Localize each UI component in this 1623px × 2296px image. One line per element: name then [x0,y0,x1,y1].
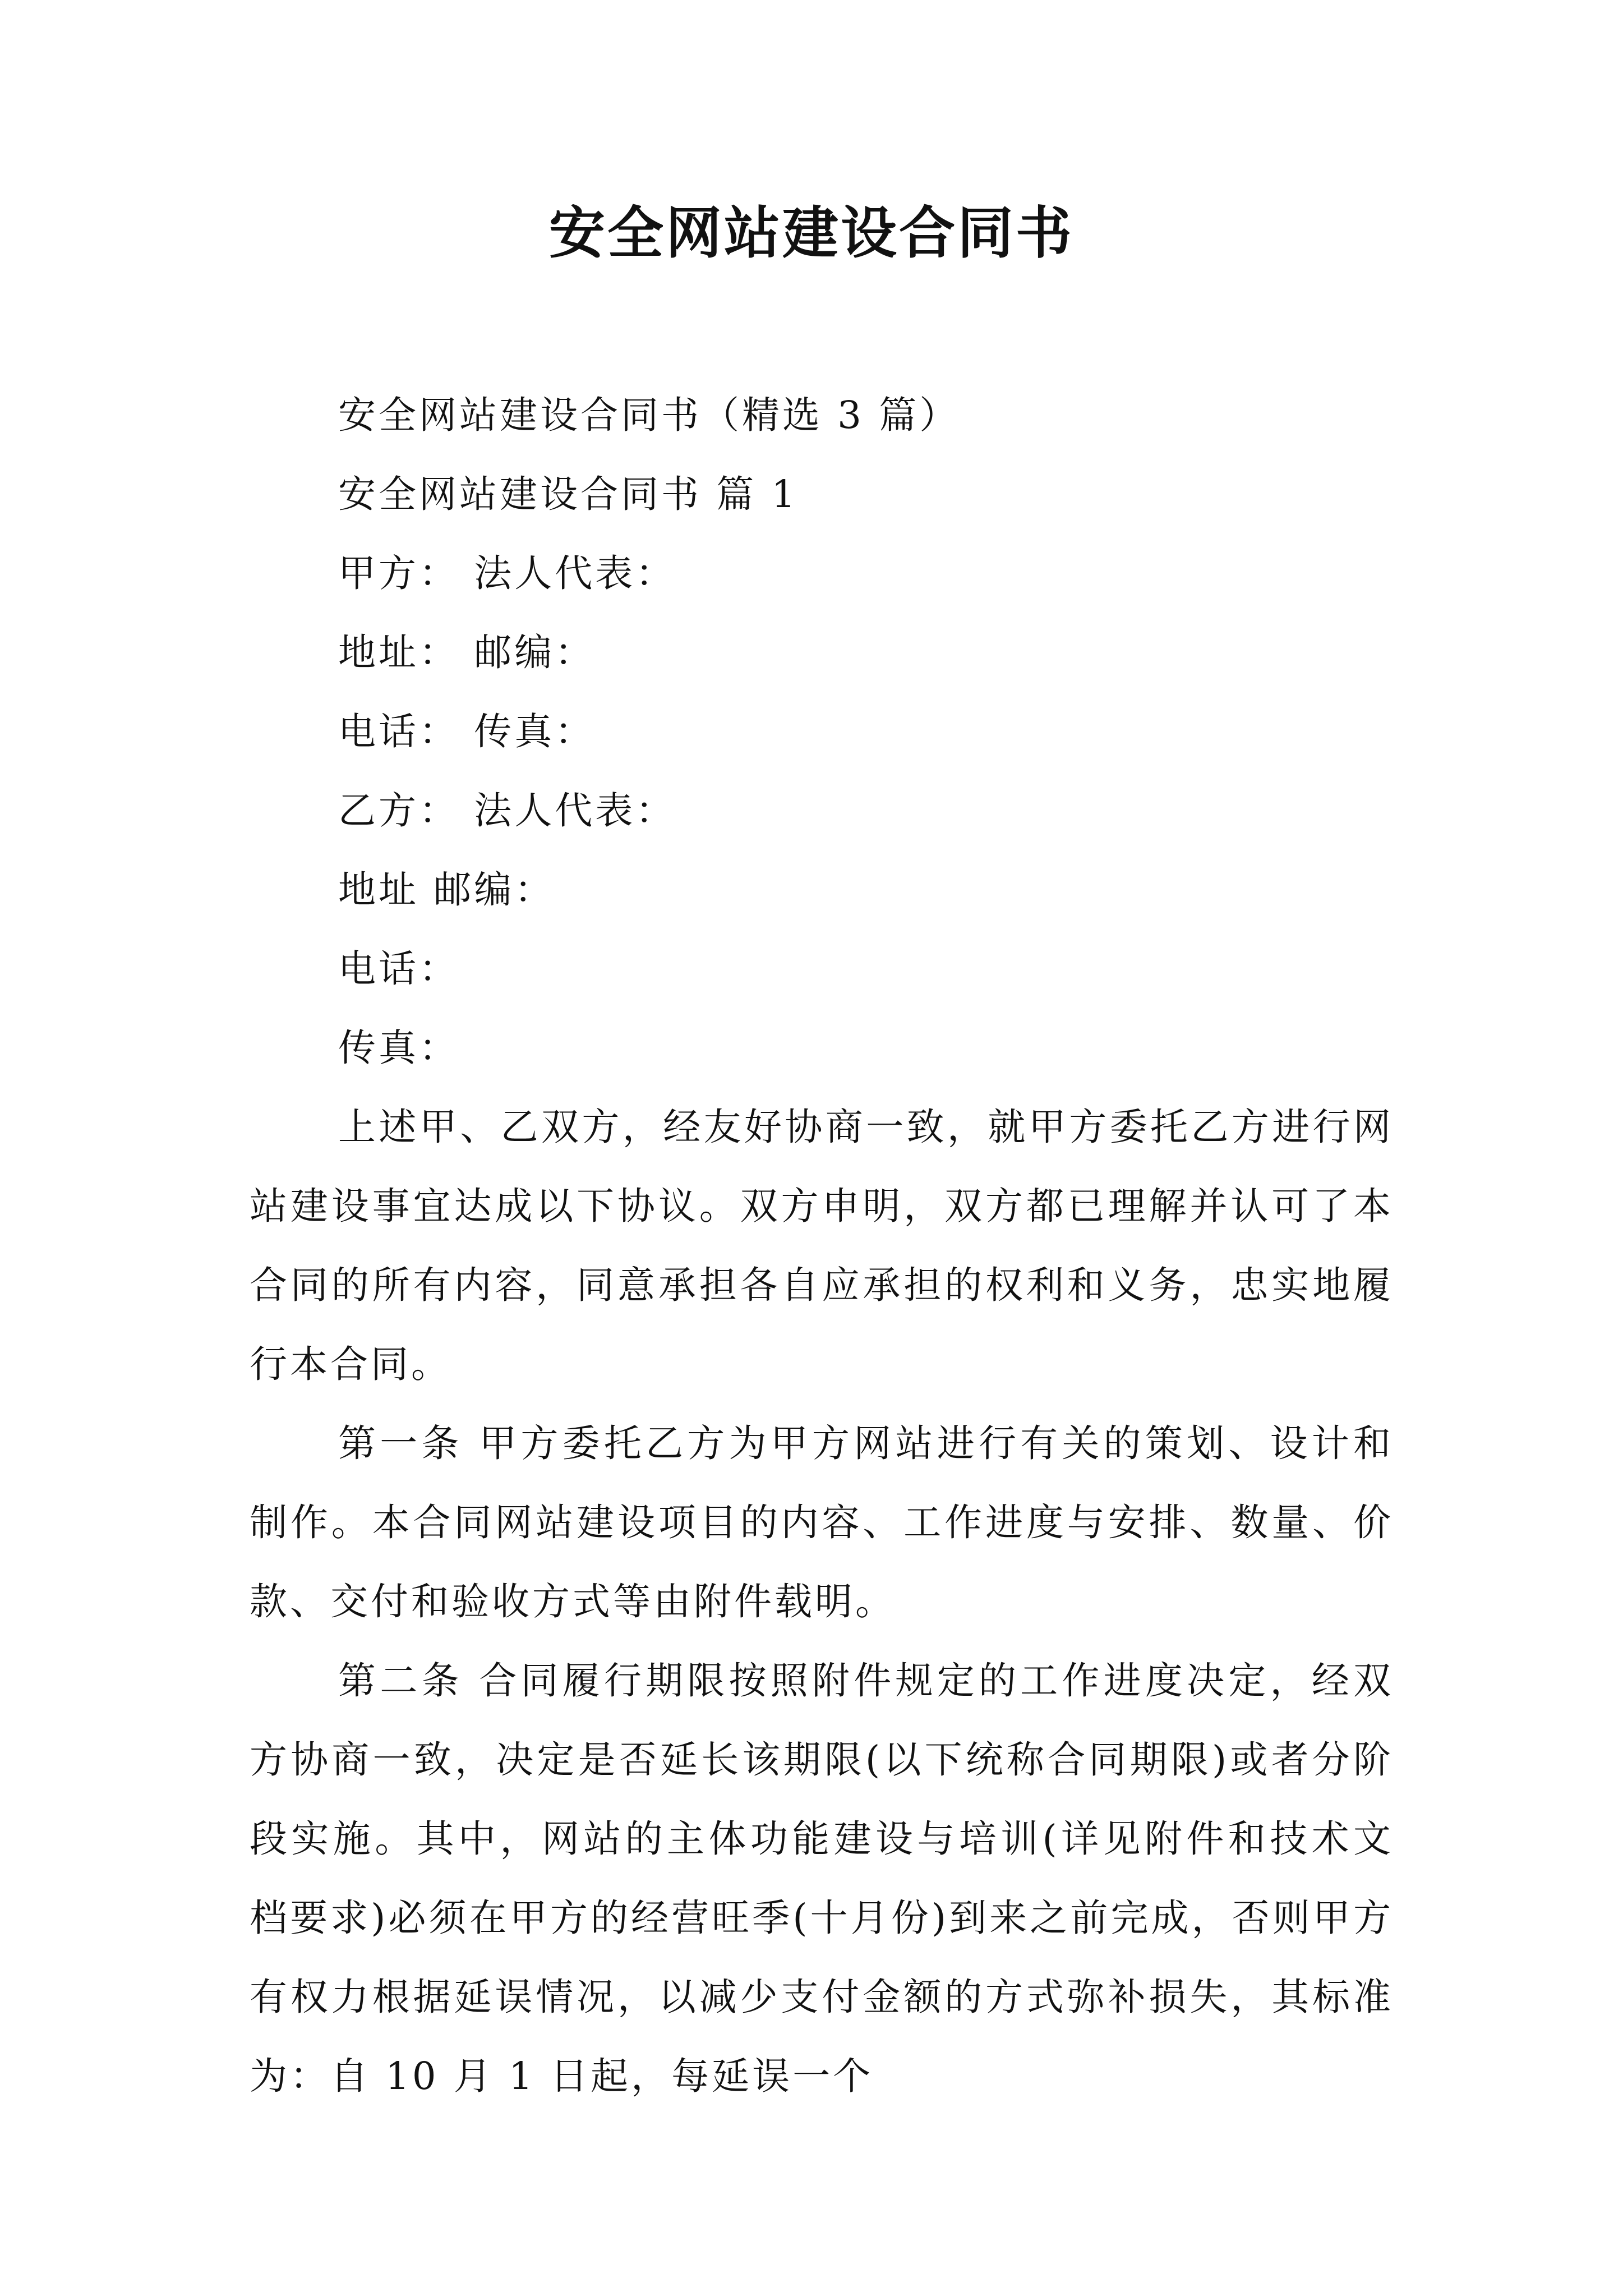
party-a-address-field: 地址： 邮编： [338,631,596,674]
section-heading: 安全网站建设合同书 篇 1 [338,472,799,516]
article-2-paragraph: 第二条 合同履行期限按照附件规定的工作进度决定，经双方协商一致，决定是否延长该期限(以下统称合同期限)或者分阶段实施。其中，网站的主体功能建设与培训(详见附件和技术文档要求)必须在甲方的经营旺季(十月份)到来之前完成，否则甲方有权力根据延误情况，以减少支付金额的方式弥补损失，其标准为：自 10 月 1 日起，每延误一个 [250,1659,1394,2098]
document-title: 安全网站建设合同书 [549,200,1074,266]
party-b-field: 乙方： 法人代表： [338,789,676,832]
party-b-address-field: 地址 邮编： [338,868,555,912]
party-a-phone-field: 电话： 传真： [338,710,596,753]
party-b-phone-field: 电话： [338,947,459,991]
document-body [250,376,1394,2116]
party-b-fax-field: 传真： [338,1026,459,1070]
preamble-paragraph: 上述甲、乙双方，经友好协商一致，就甲方委托乙方进行网站建设事宜达成以下协议。双方申明，双方都已理解并认可了本合同的所有内容，同意承担各自应承担的权利和义务，忠实地履行本合同。 [250,1105,1394,1386]
article-1-paragraph: 第一条 甲方委托乙方为甲方网站进行有关的策划、设计和制作。本合同网站建设项目的内容、工作进度与安排、数量、价款、交付和验收方式等由附件载明。 [250,1421,1394,1623]
document-subtitle: 安全网站建设合同书（精选 3 篇） [338,393,960,437]
party-a-field: 甲方： 法人代表： [338,551,676,595]
